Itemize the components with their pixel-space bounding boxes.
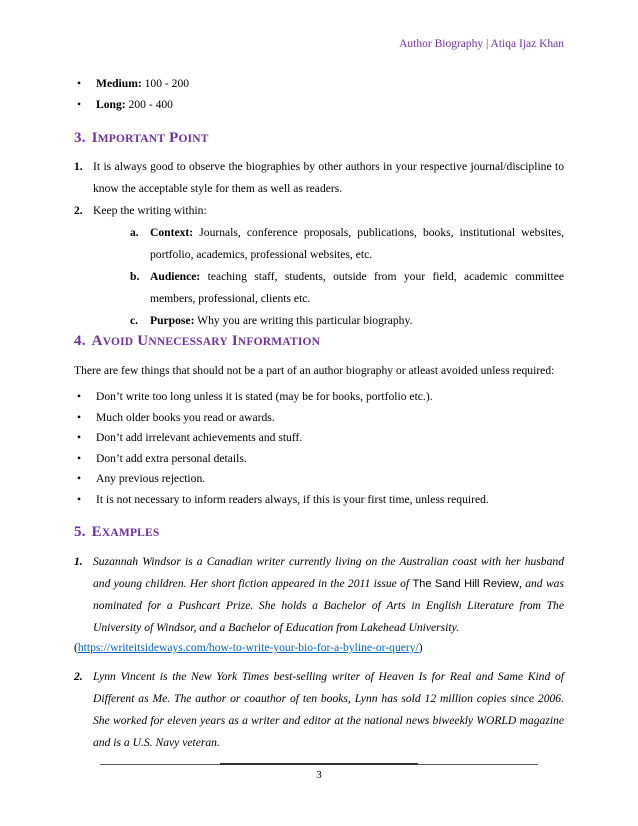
list-item: • Long: 200 - 400 [74, 98, 564, 112]
length-list [74, 77, 564, 118]
list-item: • Any previous rejection. [74, 472, 564, 486]
section-intro: There are few things that should not be a part of an author biography or atleast avoided unless required: [74, 364, 555, 377]
sub-item-purpose: c. Purpose: Why you are writing this particular biography. [130, 314, 413, 327]
bullet-icon: • [76, 492, 82, 506]
bullet-icon: • [76, 410, 82, 424]
bullet-icon: • [76, 97, 82, 111]
bullet-icon: • [76, 77, 82, 90]
bullet-icon: • [76, 451, 82, 465]
numbered-item: 1. It is always good to observe the biographies by other authors in your respective journal/discipline to know the acceptable style for them as well as readers. [74, 160, 564, 195]
section-heading-avoid-unnecessary-information: 4. AVOID UNNECESSARY INFORMATION [74, 333, 321, 349]
list-item: • Medium: 100 - 200 [74, 77, 564, 91]
example-item: 1. Suzannah Windsor is a Canadian writer currently living on the Australian coast with her husband and young children. Her short fiction appeared in the 2011 issue of The Sand Hill Review, and was nominated for a Pushcart Prize. She holds a Bachelor of Arts in English Literature from The University of Windsor, and a Bachelor of Education from Lakehead University. [74, 555, 564, 634]
page-number: 3 [316, 769, 322, 781]
list-item: • Don’t add irrelevant achievements and stuff. [74, 431, 564, 445]
example-source: (https://writeitsideways.com/how-to-write-your-bio-for-a-byline-or-query/) [74, 641, 423, 654]
list-item: • Don’t write too long unless it is stated (may be for books, portfolio etc.). [74, 390, 564, 404]
source-link[interactable]: https://writeitsideways.com/how-to-write-your-bio-for-a-byline-or-query/ [77, 641, 419, 654]
list-item: • It is not necessary to inform readers always, if this is your first time, unless required. [74, 493, 564, 507]
example-item: 2. Lynn Vincent is the New York Times best-selling writer of Heaven Is for Real and Same Kind of Different as Me. The author or coauthor of ten books, Lynn has sold 12 million copies since 2006. She worked for eleven years as a writer and editor at the national news biweekly WORLD magazine and is a U.S. Navy veteran. [74, 670, 564, 749]
bullet-icon: • [76, 431, 82, 445]
avoid-list [74, 390, 564, 514]
list-item: • Don’t add extra personal details. [74, 452, 564, 466]
sub-item-context: a. Context: Journals, conference proposals, publications, books, institutional websites, portfolio, academics, professional websites, etc. [130, 226, 564, 261]
section-heading-important-point: 3. IMPORTANT POINT [74, 130, 209, 146]
section-heading-examples: 5. EXAMPLES [74, 524, 160, 540]
bullet-icon: • [76, 472, 82, 486]
footer-divider [100, 764, 538, 765]
running-header: Author Biography | Atiqa Ijaz Khan [399, 38, 564, 50]
sub-item-audience: b. Audience: teaching staff, students, outside from your field, academic committee members, professional, clients etc. [130, 270, 564, 305]
bullet-icon: • [76, 390, 82, 403]
list-item: • Much older books you read or awards. [74, 411, 564, 425]
numbered-item: 2. Keep the writing within: [74, 204, 207, 217]
